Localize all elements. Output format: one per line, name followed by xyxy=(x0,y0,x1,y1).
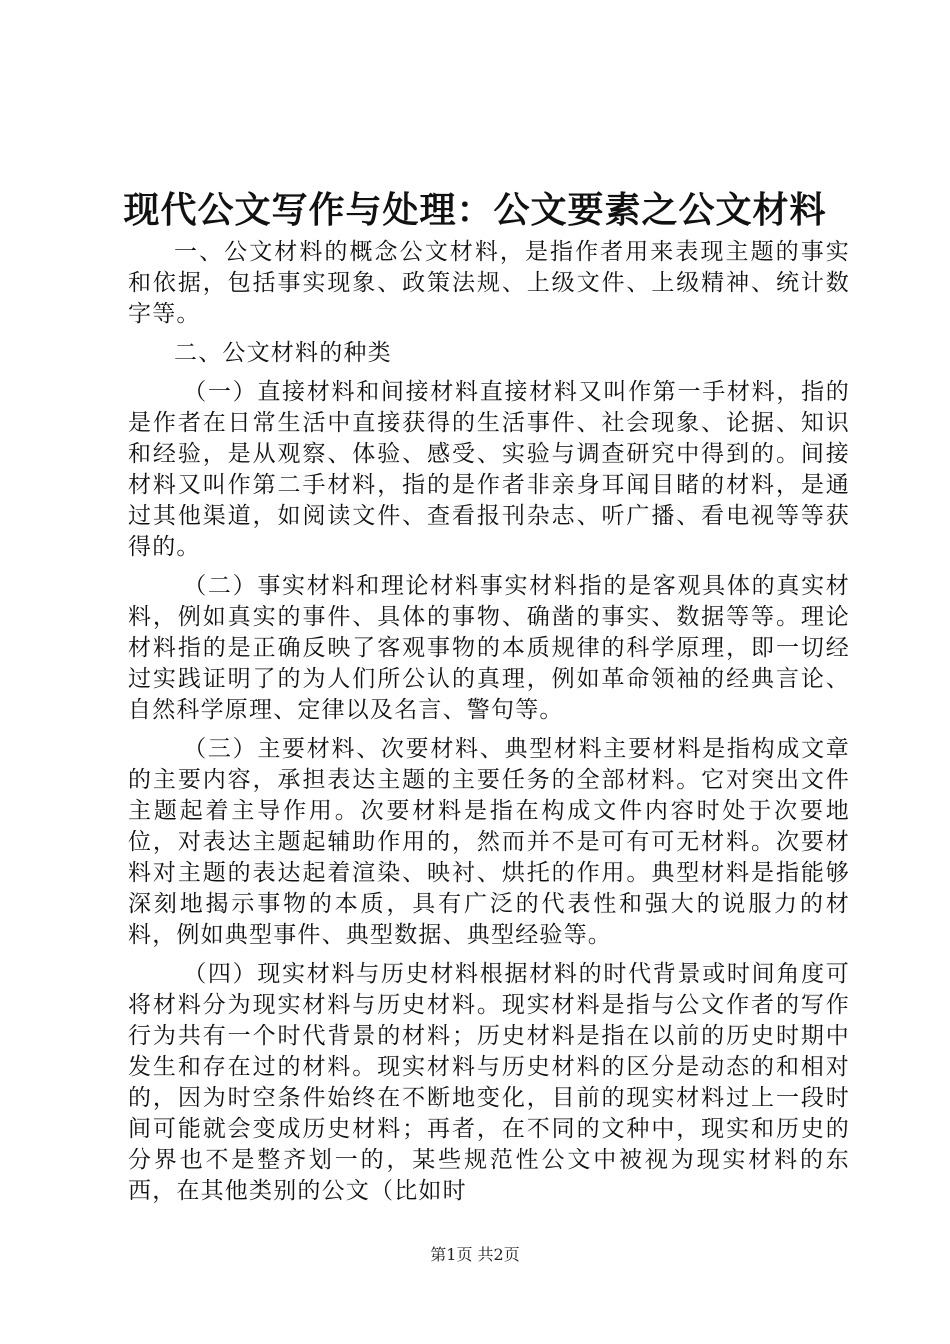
page-number-footer: 第1页 共2页 xyxy=(430,1245,520,1264)
paragraph-direct-indirect: （一）直接材料和间接材料直接材料又叫作第一手材料，指的是作者在日常生活中直接获得的生活事件、社会现象、论据、知识和经验，是从观察、体验、感受、实验与调查研究中得到的。间接材料又叫作第二手材料，指的是作者非亲身耳闻目睹的材料，是通过其他渠道，如阅读文件、查看报刊杂志、听广播、看电视等等获得的。 xyxy=(128,379,850,560)
document-body xyxy=(128,237,850,1215)
paragraph-main-secondary-typical: （三）主要材料、次要材料、典型材料主要材料是指构成文章的主要内容，承担表达主题的主要任务的全部材料。它对突出文件主题起着主导作用。次要材料是指在构成文件内容时处于次要地位，对表达主题起辅助作用的，然而并不是可有可无材料。次要材料对主题的表达起着渲染、映衬、烘托的作用。典型材料是指能够深刻地揭示事物的本质，具有广泛的代表性和强大的说服力的材料，例如典型事件、典型数据、典型经验等。 xyxy=(128,736,850,948)
paragraph-types-heading: 二、公文材料的种类 xyxy=(174,340,392,366)
paragraph-fact-theory: （二）事实材料和理论材料事实材料指的是客观具体的真实材料，例如真实的事件、具体的事物、确凿的事实、数据等等。理论材料指的是正确反映了客观事物的本质规律的科学原理，即一切经过实践证明了的为人们所公认的真理，例如革命领袖的经典言论、自然科学原理、定律以及名言、警句等。 xyxy=(128,573,850,723)
paragraph-current-historical: （四）现实材料与历史材料根据材料的时代背景或时间角度可将材料分为现实材料与历史材料。现实材料是指与公文作者的写作行为共有一个时代背景的材料；历史材料是指在以前的历史时期中发生和存在过的材料。现实材料与历史材料的区分是动态的和相对的，因为时空条件始终在不断地变化，目前的现实材料过上一段时间可能就会变成历史材料；再者，在不同的文种中，现实和历史的分界也不是整齐划一的，某些规范性公文中被视为现实材料的东西，在其他类别的公文（比如时 xyxy=(128,961,850,1204)
paragraph-concept: 一、公文材料的概念公文材料，是指作者用来表现主题的事实和依据，包括事实现象、政策法规、上级文件、上级精神、统计数字等。 xyxy=(128,239,850,327)
document-title: 现代公文写作与处理：公文要素之公文材料 xyxy=(123,189,827,231)
